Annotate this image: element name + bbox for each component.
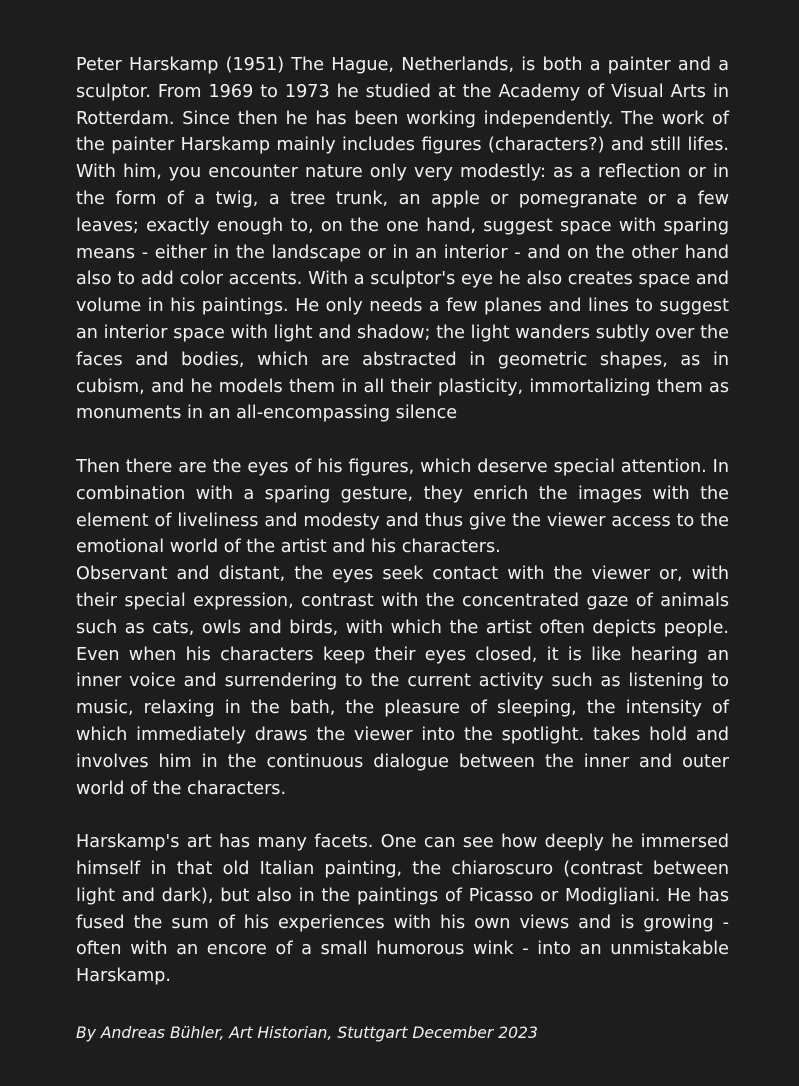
paragraph-eyes: Then there are the eyes of his figures, which deserve special attention. In combination with a sparing gesture, they enrich the images with the element of liveliness and modesty and thus give the viewer access to the emotional world of the artist and his characters. <box>76 456 729 558</box>
paragraph-observant: Observant and distant, the eyes seek contact with the viewer or, with their special expression, contrast with the concentrated gaze of animals such as cats, owls and birds, with which the artist often depicts people. Even when his characters keep their eyes closed, it is like hearing an inner voice and surrendering to the current activity such as listening to music, relaxing in the bath, the pleasure of sleeping, the intensity of which immediately draws the viewer into the spotlight. takes hold and involves him in the continuous dialogue between the inner and outer world of the characters. <box>76 564 729 799</box>
author-byline: By Andreas Bühler, Art Historian, Stuttgart December 2023 <box>76 1024 538 1042</box>
paragraph-facets: Harskamp's art has many facets. One can see how deeply he immersed himself in that old Italian painting, the chiaroscuro (contrast between light and dark), but also in the paintings of Picasso or Modigliani. He has fused the sum of his experiences with his own views and is growing - often with an encore of a small humorous wink - into an unmistakable Harskamp. <box>76 832 729 987</box>
article-body <box>76 52 729 990</box>
paragraph-spacer <box>76 427 729 454</box>
paragraph-spacer <box>76 802 729 829</box>
paragraph-intro: Peter Harskamp (1951) The Hague, Netherlands, is both a painter and a sculptor. From 1969 to 1973 he studied at the Academy of Visual Arts in Rotterdam. Since then he has been working independently. The work of the painter Harskamp mainly includes figures (characters?) and still lifes. With him, you encounter nature only very modestly: as a reflection or in the form of a twig, a tree trunk, an apple or pomegranate or a few leaves; exactly enough to, on the one hand, suggest space with sparing means - either in the landscape or in an interior - and on the other hand also to add color accents. With a sculptor's eye he also creates space and volume in his paintings. He only needs a few planes and lines to suggest an interior space with light and shadow; the light wanders subtly over the faces and bodies, which are abstracted in geometric shapes, as in cubism, and he models them in all their plasticity, immortalizing them as monuments in an all-encompassing silence <box>76 55 729 424</box>
